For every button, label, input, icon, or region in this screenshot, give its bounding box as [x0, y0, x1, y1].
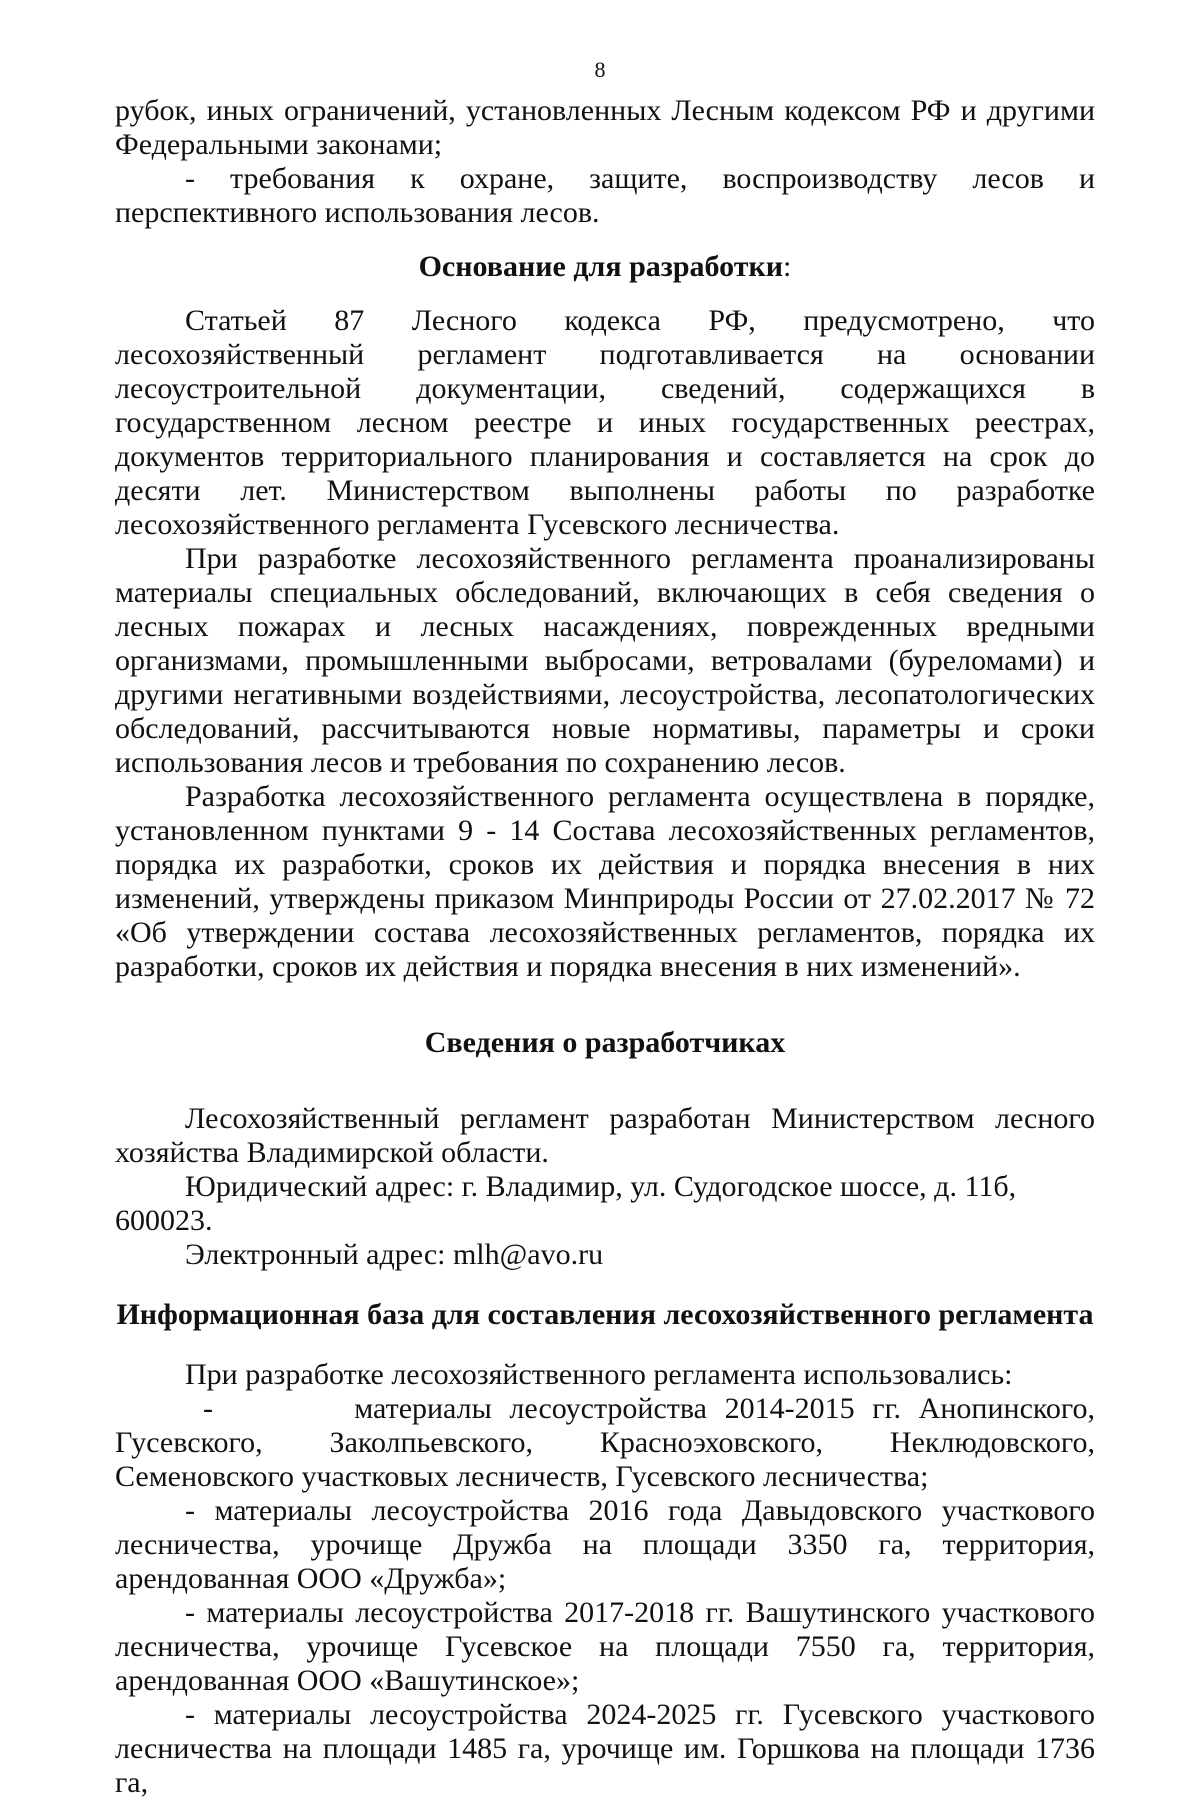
info-base-list-item: - материалы лесоустройства 2016 года Давыдовского участкового лесничества, урочище Дружба на площади 3350 га, территория, арендованная ООО «Дружба»; — [115, 1494, 1095, 1595]
info-base-list-item: - материалы лесоустройства 2024-2025 гг. Гусевского участкового лесничества на площади 1485 га, урочище им. Горшкова на площади 1736 га, — [115, 1698, 1095, 1799]
developers-legal-address: Юридический адрес: г. Владимир, ул. Судогодское шоссе, д. 11б, 600023. — [115, 1170, 1017, 1237]
intro-list-item: - требования к охране, защите, воспроизводству лесов и перспективного использования лесов. — [115, 162, 1095, 229]
spacer — [115, 1332, 1095, 1358]
spacer — [115, 984, 1095, 1026]
page-content — [115, 94, 1095, 1800]
basis-paragraph: Статьей 87 Лесного кодекса РФ, предусмотрено, что лесохозяйственный регламент подготавливается на основании лесоустроительной документации, сведений, содержащихся в государственном лесном реестре и иных государственных реестрах, документов территориального планирования и составляется на срок до десяти лет. Министерством выполнены работы по разработке лесохозяйственного регламента Гусевского лесничества. — [115, 304, 1095, 541]
intro-paragraph: рубок, иных ограничений, установленных Лесным кодексом РФ и другими Федеральными законами; — [115, 94, 1095, 161]
basis-paragraph: Разработка лесохозяйственного регламента осуществлена в порядке, установленном пунктами 9 - 14 Состава лесохозяйственных регламентов, порядка их разработки, сроков их действия и порядка внесения в них изменений, утверждены приказом Минприроды России от 27.02.2017 № 72 «Об утверждении состава лесохозяйственных регламентов, порядка их разработки, сроков их действия и порядка внесения в них изменений». — [115, 780, 1095, 983]
spacer — [115, 230, 1095, 250]
page-number: 8 — [594, 57, 606, 82]
spacer — [115, 284, 1095, 304]
section-heading-developers: Сведения о разработчиках — [424, 1026, 786, 1059]
section-heading-basis-colon: : — [783, 250, 792, 283]
section-heading-info-base: Информационная база для составления лесохозяйственного регламента — [116, 1298, 1094, 1331]
developers-paragraph: Лесохозяйственный регламент разработан Министерством лесного хозяйства Владимирской области. — [115, 1102, 1095, 1169]
basis-paragraph: При разработке лесохозяйственного регламента проанализированы материалы специальных обследований, включающих в себя сведения о лесных пожарах и лесных насаждениях, поврежденных вредными организмами, промышленными выбросами, ветровалами (буреломами) и другими негативными воздействиями, лесоустройства, лесопатологических обследований, рассчитываются новые нормативы, параметры и сроки использования лесов и требования по сохранению лесов. — [115, 542, 1095, 779]
section-heading-basis-text: Основание для разработки — [418, 250, 784, 283]
spacer — [115, 1060, 1095, 1102]
info-base-list-item: - материалы лесоустройства 2014-2015 гг. Анопинского, Гусевского, Заколпьевского, Красноэховского, Неклюдовского, Семеновского участковых лесничеств, Гусевского лесничества; — [115, 1392, 1095, 1493]
info-base-list-item: - материалы лесоустройства 2017-2018 гг. Вашутинского участкового лесничества, урочище Гусевское на площади 7550 га, территория, арендованная ООО «Вашутинское»; — [115, 1596, 1095, 1697]
spacer — [115, 1272, 1095, 1298]
section-heading-basis — [115, 250, 1095, 284]
developers-email: Электронный адрес: mlh@avo.ru — [185, 1238, 604, 1271]
info-base-lead: При разработке лесохозяйственного регламента использовались: — [185, 1358, 1013, 1391]
